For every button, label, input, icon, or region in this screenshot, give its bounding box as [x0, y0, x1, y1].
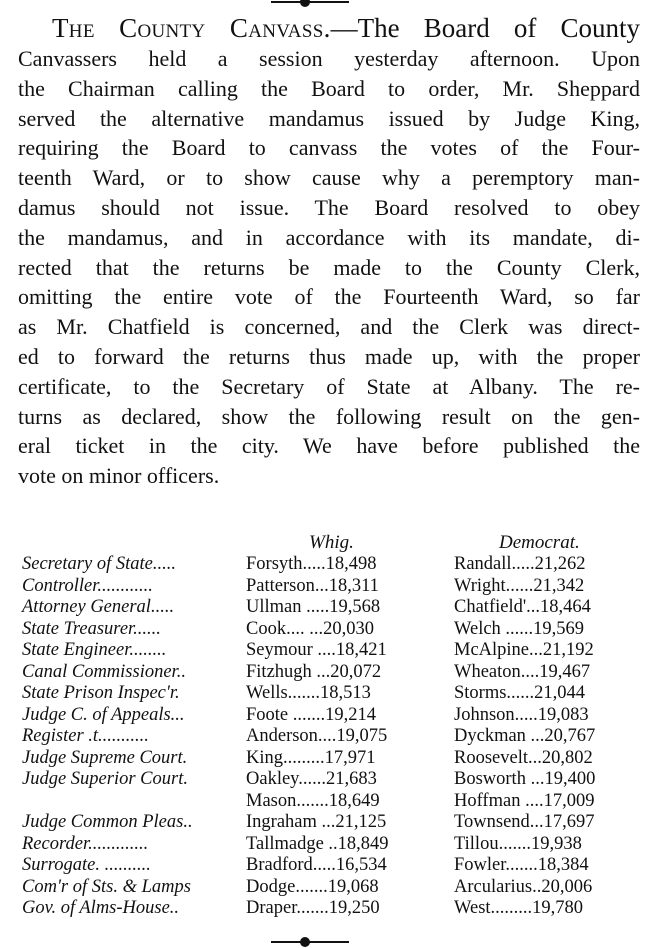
body-line: the Chairman calling the Board to order, Mr. Sheppard: [18, 75, 640, 101]
democrat-result: West.........19,780: [454, 898, 584, 918]
table-row: [22, 726, 648, 748]
whig-result: Bradford.....16,534: [246, 855, 387, 875]
rule-dot: [300, 0, 310, 7]
office-name: Judge C. of Appeals...: [22, 704, 185, 725]
body-line: rected that the returns be made to the County Clerk,: [18, 254, 640, 280]
body-line: requiring the Board to canvass the votes of the Four-: [18, 135, 640, 161]
body-line: Canvassers held a session yesterday afternoon. Upon: [18, 46, 640, 71]
whig-result: Oakley......21,683: [246, 769, 377, 789]
body-line: teenth Ward, or to show cause why a peremptory man-: [18, 165, 640, 191]
body-line: omitting the entire vote of the Fourteenth Ward, so far: [18, 284, 640, 310]
office-name: State Treasurer......: [22, 618, 161, 639]
body-line: vote on minor officers.: [18, 463, 220, 489]
office-name: State Engineer........: [22, 640, 167, 660]
table-row: [22, 597, 648, 619]
rule-line: [271, 941, 349, 943]
table-row: [22, 554, 648, 576]
office-name: Judge Common Pleas..: [22, 812, 193, 832]
democrat-result: Storms......21,044: [454, 683, 586, 703]
democrat-result: Arcularius..20,006: [454, 876, 593, 897]
democrat-result: Johnson.....19,083: [454, 704, 589, 725]
whig-result: Forsyth.....18,498: [246, 554, 377, 574]
headline-rest: —The Board of County: [330, 13, 640, 43]
table-row: [22, 640, 648, 662]
body-line: the mandamus, and in accordance with its mandate, di-: [18, 224, 640, 250]
democrat-result: Welch ......19,569: [454, 618, 585, 639]
whig-result: Ingraham ...21,125: [246, 812, 387, 832]
whig-result: Seymour ....18,421: [246, 640, 387, 660]
body-line: certificate, to the Secretary of State at Albany. The re-: [18, 373, 640, 399]
office-name: Recorder.............: [22, 833, 149, 854]
office-name: Controller............: [22, 575, 153, 596]
body-line: damus should not issue. The Board resolved to obey: [18, 194, 640, 220]
body-line: turns as declared, show the following result on the gen-: [18, 403, 640, 429]
whig-result: Mason.......18,649: [246, 790, 380, 811]
democrat-column-header: Democrat.: [499, 532, 580, 553]
office-name: Judge Superior Court.: [22, 769, 188, 789]
table-row: [22, 812, 648, 834]
democrat-result: Dyckman ...20,767: [454, 726, 596, 746]
office-name: Canal Commissioner..: [22, 661, 186, 682]
whig-result: Ullman .....19,568: [246, 597, 381, 617]
whig-result: Tallmadge ..18,849: [246, 833, 389, 854]
democrat-result: Wheaton....19,467: [454, 661, 591, 682]
top-ornament-rule: [0, 0, 658, 8]
whig-result: Foote .......19,214: [246, 704, 377, 725]
table-row: [22, 619, 648, 641]
body-line: as Mr. Chatfield is concerned, and the Clerk was direct-: [18, 314, 640, 340]
office-name: Com'r of Sts. & Lamps: [22, 876, 191, 897]
whig-result: Fitzhugh ...20,072: [246, 661, 382, 682]
table-row: [22, 705, 648, 727]
office-name: Judge Supreme Court.: [22, 747, 188, 768]
democrat-result: Fowler.......18,384: [454, 855, 589, 875]
whig-result: Anderson....19,075: [246, 726, 388, 746]
democrat-result: Chatfield'...18,464: [454, 597, 591, 617]
vote-results-table: [22, 532, 648, 920]
whig-result: Wells.......18,513: [246, 683, 371, 703]
office-name: Secretary of State.....: [22, 554, 176, 574]
headline: [18, 12, 640, 44]
office-name: Surrogate. ..........: [22, 855, 151, 875]
rule-line: [271, 1, 349, 3]
office-name: Register .t...........: [22, 726, 149, 746]
table-row: [22, 834, 648, 856]
democrat-result: Randall.....21,262: [454, 554, 586, 574]
democrat-result: Bosworth ...19,400: [454, 769, 596, 789]
office-name: Gov. of Alms-House..: [22, 898, 180, 918]
democrat-result: McAlpine...21,192: [454, 640, 594, 660]
table-row: [22, 877, 648, 899]
article-body: [18, 44, 640, 491]
body-line: ed to forward the returns thus made up, with the proper: [18, 343, 640, 369]
headline-title: The County Canvass.: [52, 13, 331, 43]
democrat-result: Tillou.......19,938: [454, 833, 582, 854]
table-row: [22, 662, 648, 684]
table-row: [22, 748, 648, 770]
table-row: [22, 683, 648, 705]
body-line: eral ticket in the city. We have before published the: [18, 433, 640, 459]
table-row: [22, 898, 648, 920]
table-row: [22, 576, 648, 598]
bottom-ornament-rule: [0, 936, 658, 948]
whig-result: Dodge.......19,068: [246, 876, 379, 897]
table-row: [22, 769, 648, 791]
office-name: State Prison Inspec'r.: [22, 683, 180, 703]
office-name: Attorney General.....: [22, 597, 175, 617]
whig-result: Draper.......19,250: [246, 898, 380, 918]
whig-result: Patterson...18,311: [246, 575, 379, 596]
democrat-result: Wright......21,342: [454, 575, 585, 596]
democrat-result: Roosevelt...20,802: [454, 747, 593, 768]
table-row: [22, 791, 648, 813]
whig-column-header: Whig.: [309, 532, 354, 553]
body-line: served the alternative mandamus issued by Judge King,: [18, 105, 640, 131]
news-article: [18, 12, 640, 491]
democrat-result: Townsend...17,697: [454, 812, 595, 832]
whig-result: King.........17,971: [246, 747, 376, 768]
table-header: [22, 532, 648, 554]
table-row: [22, 855, 648, 877]
whig-result: Cook.... ...20,030: [246, 618, 374, 639]
rule-dot: [300, 937, 310, 947]
democrat-result: Hoffman ....17,009: [454, 790, 595, 811]
